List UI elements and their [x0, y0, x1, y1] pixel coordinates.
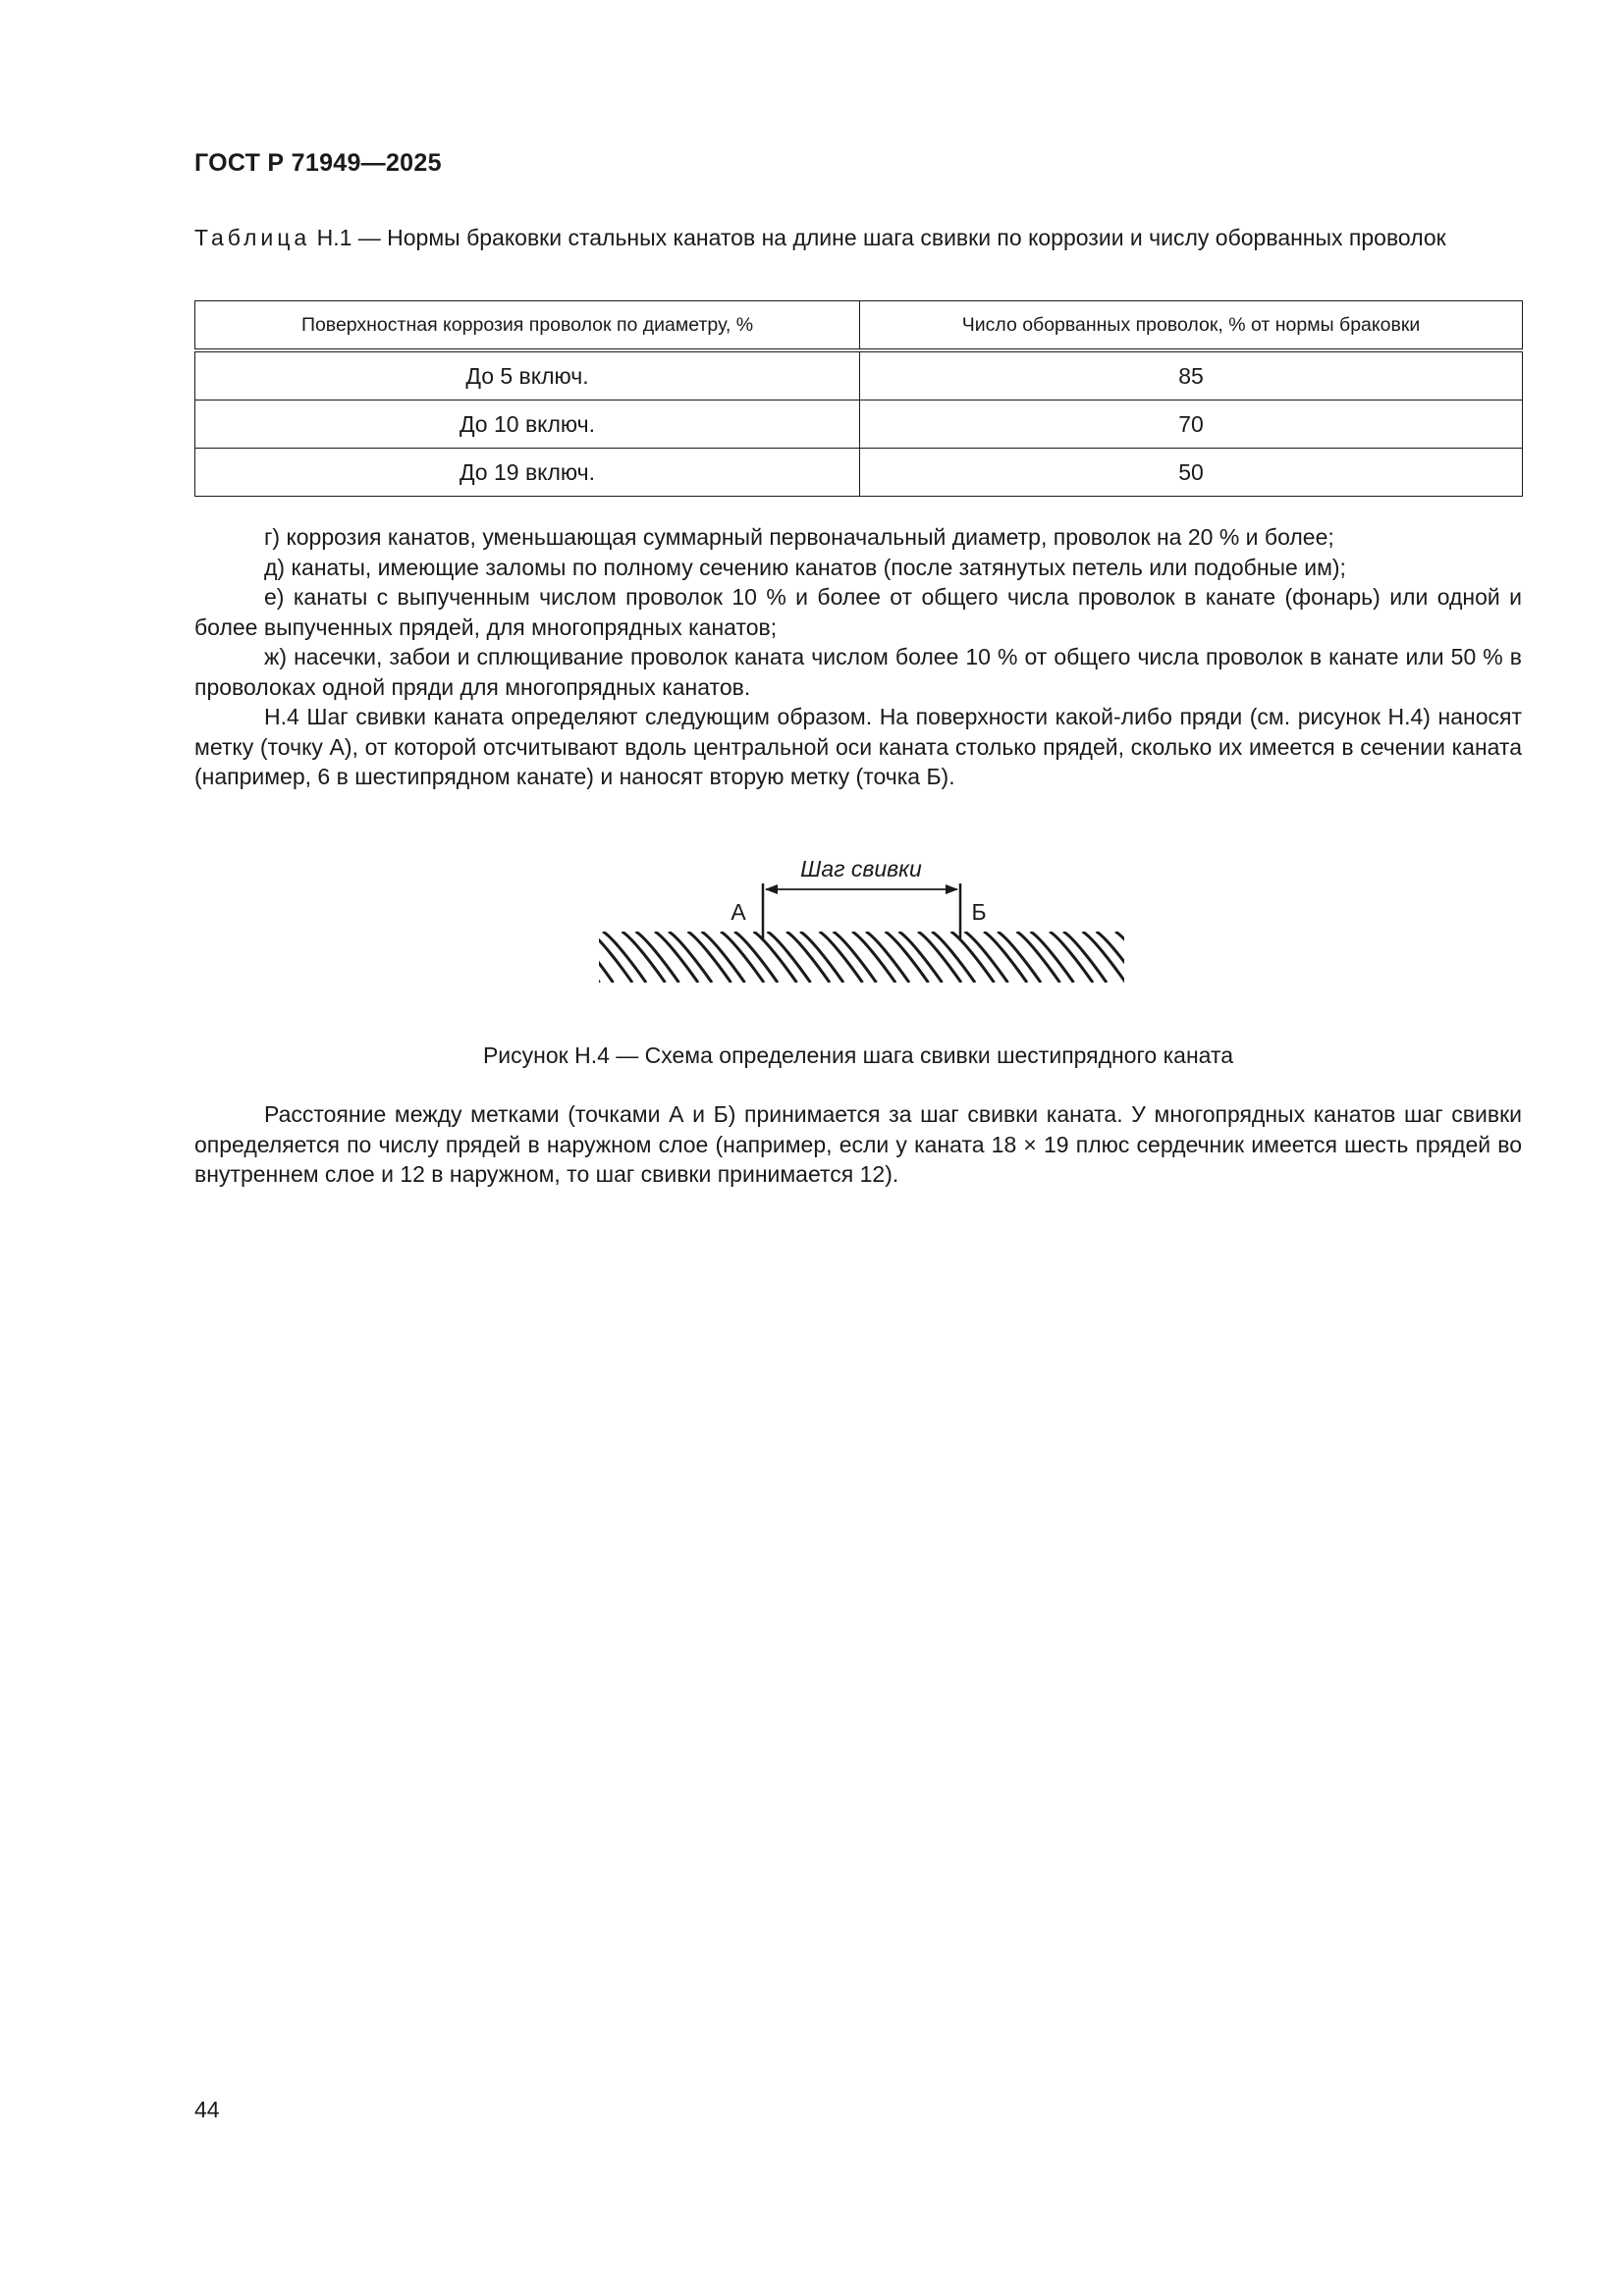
table-row	[195, 350, 1523, 400]
rope-strand	[786, 932, 843, 983]
page-number: 44	[194, 2097, 220, 2122]
rope-strand	[721, 932, 778, 983]
criteria-list	[194, 522, 1522, 792]
rope-strand	[820, 932, 877, 983]
paragraph-lay-distance: Расстояние между метками (точками А и Б) принимается за шаг свивки каната. У многопрядных канатов шаг свивки определяется по числу прядей в наружном слое (например, если у каната 18 × 19 плюс сердечник имеется шесть прядей во внутреннем слое и 12 в наружном, то шаг свивки принимается 12).	[194, 1101, 1522, 1187]
rope-strand	[655, 932, 712, 983]
table-header-row	[195, 301, 1523, 351]
table-row	[195, 449, 1523, 497]
rope-lay-figure	[579, 844, 1149, 1001]
rope-strand	[623, 932, 679, 983]
rope-strand	[1017, 932, 1074, 983]
rope-strand	[579, 932, 614, 983]
rope-strand	[579, 932, 580, 983]
paragraph-zh: ж) насечки, забои и сплющивание проволок каната числом более 10 % от общего числа проволок в канате или 50 % в проволоках одной пряди для многопрядных канатов.	[194, 644, 1522, 700]
closing-text	[194, 1099, 1522, 1190]
rope-strand	[754, 932, 811, 983]
rope-strand	[951, 932, 1008, 983]
table-caption-text: Н.1 — Нормы браковки стальных канатов на длине шага свивки по коррозии и числу оборванных проволок	[310, 225, 1446, 250]
rope-strand	[1050, 932, 1107, 983]
table-row	[195, 400, 1523, 449]
paragraph-g: г) коррозия канатов, уменьшающая суммарный первоначальный диаметр, проволок на 20 % и более;	[264, 524, 1334, 550]
rope-strand	[886, 932, 943, 983]
table-caption-label: Таблица	[194, 225, 311, 250]
rope-strand	[984, 932, 1041, 983]
table-cell-corrosion: До 5 включ.	[195, 350, 860, 400]
paragraph-d: д) канаты, имеющие заломы по полному сечению канатов (после затянутых петель или подобные им);	[264, 554, 1346, 580]
arrowhead-left	[765, 884, 778, 894]
rope-strand	[918, 932, 975, 983]
rope-strand	[852, 932, 909, 983]
dimension-label: Шаг свивки	[800, 856, 922, 881]
table-cell-corrosion: До 19 включ.	[195, 449, 860, 497]
document-code: ГОСТ Р 71949—2025	[194, 149, 442, 177]
table-caption	[194, 224, 1522, 252]
rope-strand	[589, 932, 646, 983]
figure-caption: Рисунок Н.4 — Схема определения шага свивки шестипрядного каната	[482, 1042, 1234, 1068]
arrowhead-right	[946, 884, 958, 894]
table-cell-corrosion: До 10 включ.	[195, 400, 860, 449]
column-header-broken-wires: Число оборванных проволок, % от нормы браковки	[860, 301, 1523, 351]
table-cell-broken-wires: 85	[860, 350, 1523, 400]
rope-strand	[1083, 932, 1140, 983]
rope-diagram	[579, 844, 1149, 1001]
rejection-norms-table	[194, 300, 1523, 497]
rope-strand	[688, 932, 745, 983]
point-a-label: А	[731, 899, 746, 925]
paragraph-e: е) канаты с выпученным числом проволок 10 % и более от общего числа проволок в канате (фонарь) или одной и более выпученных прядей, для многопрядных канатов;	[194, 584, 1522, 640]
point-b-label: Б	[971, 899, 987, 925]
rope-strands	[579, 932, 1149, 983]
table-cell-broken-wires: 50	[860, 449, 1523, 497]
column-header-corrosion: Поверхностная коррозия проволок по диаметру, %	[195, 301, 860, 351]
rope-strand	[1149, 932, 1150, 983]
paragraph-h4: Н.4 Шаг свивки каната определяют следующим образом. На поверхности какой-либо пряди (см. рисунок Н.4) наносят метку (точку А), от которой отсчитывают вдоль центральной оси каната столько прядей, сколько их имеется в сечении каната (например, 6 в шестипрядном канате) и наносят вторую метку (точка Б).	[194, 704, 1522, 789]
table-cell-broken-wires: 70	[860, 400, 1523, 449]
